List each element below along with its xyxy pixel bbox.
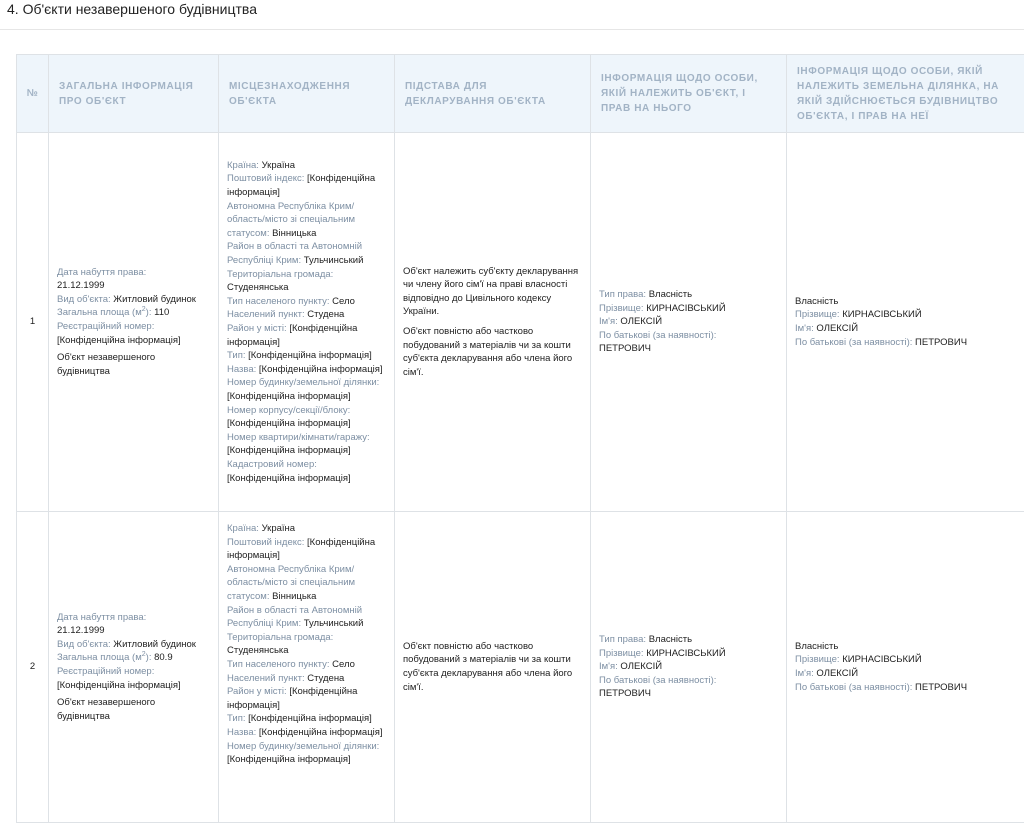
row-number: 2 [17, 512, 49, 823]
location-item-value: Село [332, 659, 355, 670]
location-item-label: Автономна Республіка Крим/ область/місто зі спеціальним статусом: [227, 564, 355, 602]
header-general-info: ЗАГАЛЬНА ІНФОРМАЦІЯ ПРО ОБ'ЄКТ [49, 55, 219, 133]
total-area: Загальна площа $(м^2)$: 110 [57, 306, 210, 320]
location-item [227, 672, 386, 686]
location-cell [219, 512, 395, 823]
location-item-value: [Конфіденційна інформація] [227, 391, 351, 402]
location-item [227, 308, 386, 322]
location-item-label: Район у місті: [227, 323, 287, 334]
header-land-owner-info: ІНФОРМАЦІЯ ЩОДО ОСОБИ, ЯКІЙ НАЛЕЖИТЬ ЗЕМЕЛЬНА ДІЛЯНКА, НА ЯКІЙ ЗДІЙСНЮЄТЬСЯ БУДІВНИЦТВО ОБ'ЄКТА, І ПРАВ НА НЕЇ [787, 55, 1024, 133]
basis-paragraph: Об'єкт повністю або частково побудований з матеріалів чи за кошти суб'єкта декларування або члена його сім'ї. [403, 325, 582, 379]
basis-cell [395, 512, 591, 823]
location-item-label: Номер квартири/кімнати/гаражу: [227, 432, 370, 443]
location-item [227, 200, 386, 241]
location-item [227, 159, 386, 173]
owner-name: Ім'я: ОЛЕКСІЙ [599, 315, 778, 329]
location-item-value: [Конфіденційна інформація] [227, 754, 351, 765]
location-item-label: Кадастровий номер: [227, 459, 317, 470]
location-item-value: Вінницька [272, 228, 316, 239]
general-info-cell [49, 512, 219, 823]
location-item [227, 522, 386, 536]
location-item-value: Україна [262, 160, 296, 171]
location-item-label: Тип: [227, 713, 245, 724]
unfinished-construction-table-container[interactable] [16, 54, 1024, 823]
location-item-value: [Конфіденційна інформація] [227, 537, 375, 562]
owner-name: Ім'я: ОЛЕКСІЙ [599, 660, 778, 674]
location-item [227, 295, 386, 309]
location-item-value: Тульчинський [304, 255, 364, 266]
location-item-label: Район в області та Автономній Республіці Крим: [227, 605, 362, 630]
header-owner-info: ІНФОРМАЦІЯ ЩОДО ОСОБИ, ЯКІЙ НАЛЕЖИТЬ ОБ'ЄКТ, І ПРАВ НА НЬОГО [591, 55, 787, 133]
location-item-label: Тип: [227, 350, 245, 361]
location-item-value: Україна [262, 523, 296, 534]
location-item-value: [Конфіденційна інформація] [259, 727, 383, 738]
location-item [227, 172, 386, 199]
section-title: 4. Об'єкти незавершеного будівництва [7, 0, 257, 18]
location-list [227, 159, 386, 485]
location-list [227, 522, 386, 767]
owner-patronymic: По батькові (за наявності): ПЕТРОВИЧ [599, 329, 778, 356]
location-item-value: [Конфіденційна інформація] [248, 713, 372, 724]
location-item-value: Студена [307, 673, 344, 684]
object-type: Вид об'єкта: Житловий будинок [57, 638, 210, 652]
land-owner-right-type: Власність [795, 640, 1024, 654]
unfinished-construction-table [16, 54, 1024, 823]
location-item-value: [Конфіденційна інформація] [227, 173, 375, 198]
location-item-label: Назва: [227, 727, 256, 738]
location-item [227, 376, 386, 403]
location-item [227, 458, 386, 485]
location-item [227, 431, 386, 458]
owner-right-type: Тип права: Власність [599, 288, 778, 302]
location-item-label: Район у місті: [227, 686, 287, 697]
location-item-value: Вінницька [272, 591, 316, 602]
basis-list [403, 265, 582, 380]
location-item [227, 536, 386, 563]
location-item [227, 404, 386, 431]
header-location: МІСЦЕЗНАХОДЖЕННЯ ОБ'ЄКТА [219, 55, 395, 133]
location-item [227, 726, 386, 740]
land-owner-patronymic: По батькові (за наявності): ПЕТРОВИЧ [795, 336, 1024, 350]
location-item-label: Тип населеного пункту: [227, 659, 330, 670]
object-status: Об'єкт незавершеного будівництва [57, 696, 210, 723]
location-item-label: Автономна Республіка Крим/ область/місто зі спеціальним статусом: [227, 201, 355, 239]
land-owner-surname: Прізвище: КИРНАСІВСЬКИЙ [795, 308, 1024, 322]
location-item-value: [Конфіденційна інформація] [227, 418, 351, 429]
object-type: Вид об'єкта: Житловий будинок [57, 293, 210, 307]
location-item-label: Номер корпусу/секції/блоку: [227, 405, 350, 416]
location-item-label: Номер будинку/земельної ділянки: [227, 741, 379, 752]
owner-surname: Прізвище: КИРНАСІВСЬКИЙ [599, 302, 778, 316]
location-item [227, 712, 386, 726]
location-item-label: Тип населеного пункту: [227, 296, 330, 307]
location-item-label: Населений пункт: [227, 673, 305, 684]
registration-number: Реєстраційний номер: [Конфіденційна інформація] [57, 665, 210, 692]
total-area: Загальна площа $(м^2)$: 80.9 [57, 651, 210, 665]
header-number: № [17, 55, 49, 133]
land-owner-name: Ім'я: ОЛЕКСІЙ [795, 667, 1024, 681]
location-item-value: [Конфіденційна інформація] [227, 445, 351, 456]
location-item [227, 363, 386, 377]
owner-right-type: Тип права: Власність [599, 633, 778, 647]
location-cell [219, 133, 395, 512]
land-owner-right-type: Власність [795, 295, 1024, 309]
location-item-value: [Конфіденційна інформація] [227, 323, 357, 348]
basis-cell [395, 133, 591, 512]
location-item-label: Номер будинку/земельної ділянки: [227, 377, 379, 388]
land-owner-cell [787, 133, 1024, 512]
location-item [227, 685, 386, 712]
land-owner-cell [787, 512, 1024, 823]
general-info-cell [49, 133, 219, 512]
object-status: Об'єкт незавершеного будівництва [57, 351, 210, 378]
owner-surname: Прізвище: КИРНАСІВСЬКИЙ [599, 647, 778, 661]
table-header-row [17, 55, 1024, 133]
title-divider [0, 29, 1024, 30]
location-item [227, 740, 386, 767]
location-item-value: Студена [307, 309, 344, 320]
location-item-label: Територіальна громада: [227, 269, 333, 280]
location-item-value: [Конфіденційна інформація] [227, 686, 357, 711]
location-item-label: Країна: [227, 523, 259, 534]
location-item [227, 349, 386, 363]
location-item-label: Назва: [227, 364, 256, 375]
location-item-label: Населений пункт: [227, 309, 305, 320]
location-item [227, 631, 386, 658]
location-item-label: Поштовий індекс: [227, 173, 304, 184]
land-owner-surname: Прізвище: КИРНАСІВСЬКИЙ [795, 653, 1024, 667]
location-item-label: Країна: [227, 160, 259, 171]
location-item-value: [Конфіденційна інформація] [259, 364, 383, 375]
owner-cell [591, 512, 787, 823]
location-item [227, 563, 386, 604]
location-item [227, 268, 386, 295]
header-basis: ПІДСТАВА ДЛЯ ДЕКЛАРУВАННЯ ОБ'ЄКТА [395, 55, 591, 133]
table-row [17, 133, 1024, 512]
basis-paragraph: Об'єкт повністю або частково побудований з матеріалів чи за кошти суб'єкта декларування або члена його сім'ї. [403, 640, 582, 694]
location-item-label: Район в області та Автономній Республіці Крим: [227, 241, 362, 266]
location-item [227, 240, 386, 267]
acquisition-date: Дата набуття права: 21.12.1999 [57, 266, 210, 293]
location-item [227, 322, 386, 349]
location-item-value: Тульчинський [304, 618, 364, 629]
registration-number: Реєстраційний номер: [Конфіденційна інформація] [57, 320, 210, 347]
land-owner-name: Ім'я: ОЛЕКСІЙ [795, 322, 1024, 336]
location-item-value: Село [332, 296, 355, 307]
row-number: 1 [17, 133, 49, 512]
location-item-value: [Конфіденційна інформація] [227, 473, 351, 484]
basis-list [403, 640, 582, 694]
acquisition-date: Дата набуття права: 21.12.1999 [57, 611, 210, 638]
location-item-label: Поштовий індекс: [227, 537, 304, 548]
location-item [227, 604, 386, 631]
owner-patronymic: По батькові (за наявності): ПЕТРОВИЧ [599, 674, 778, 701]
land-owner-patronymic: По батькові (за наявності): ПЕТРОВИЧ [795, 681, 1024, 695]
location-item-label: Територіальна громада: [227, 632, 333, 643]
basis-paragraph: Об'єкт належить суб'єкту декларування чи члену його сім'ї на праві власності відповідно до Цивільного кодексу України. [403, 265, 582, 319]
location-item-value: [Конфіденційна інформація] [248, 350, 372, 361]
owner-cell [591, 133, 787, 512]
location-item [227, 658, 386, 672]
table-row [17, 512, 1024, 823]
location-item-value: Студенянська [227, 282, 289, 293]
location-item-value: Студенянська [227, 645, 289, 656]
